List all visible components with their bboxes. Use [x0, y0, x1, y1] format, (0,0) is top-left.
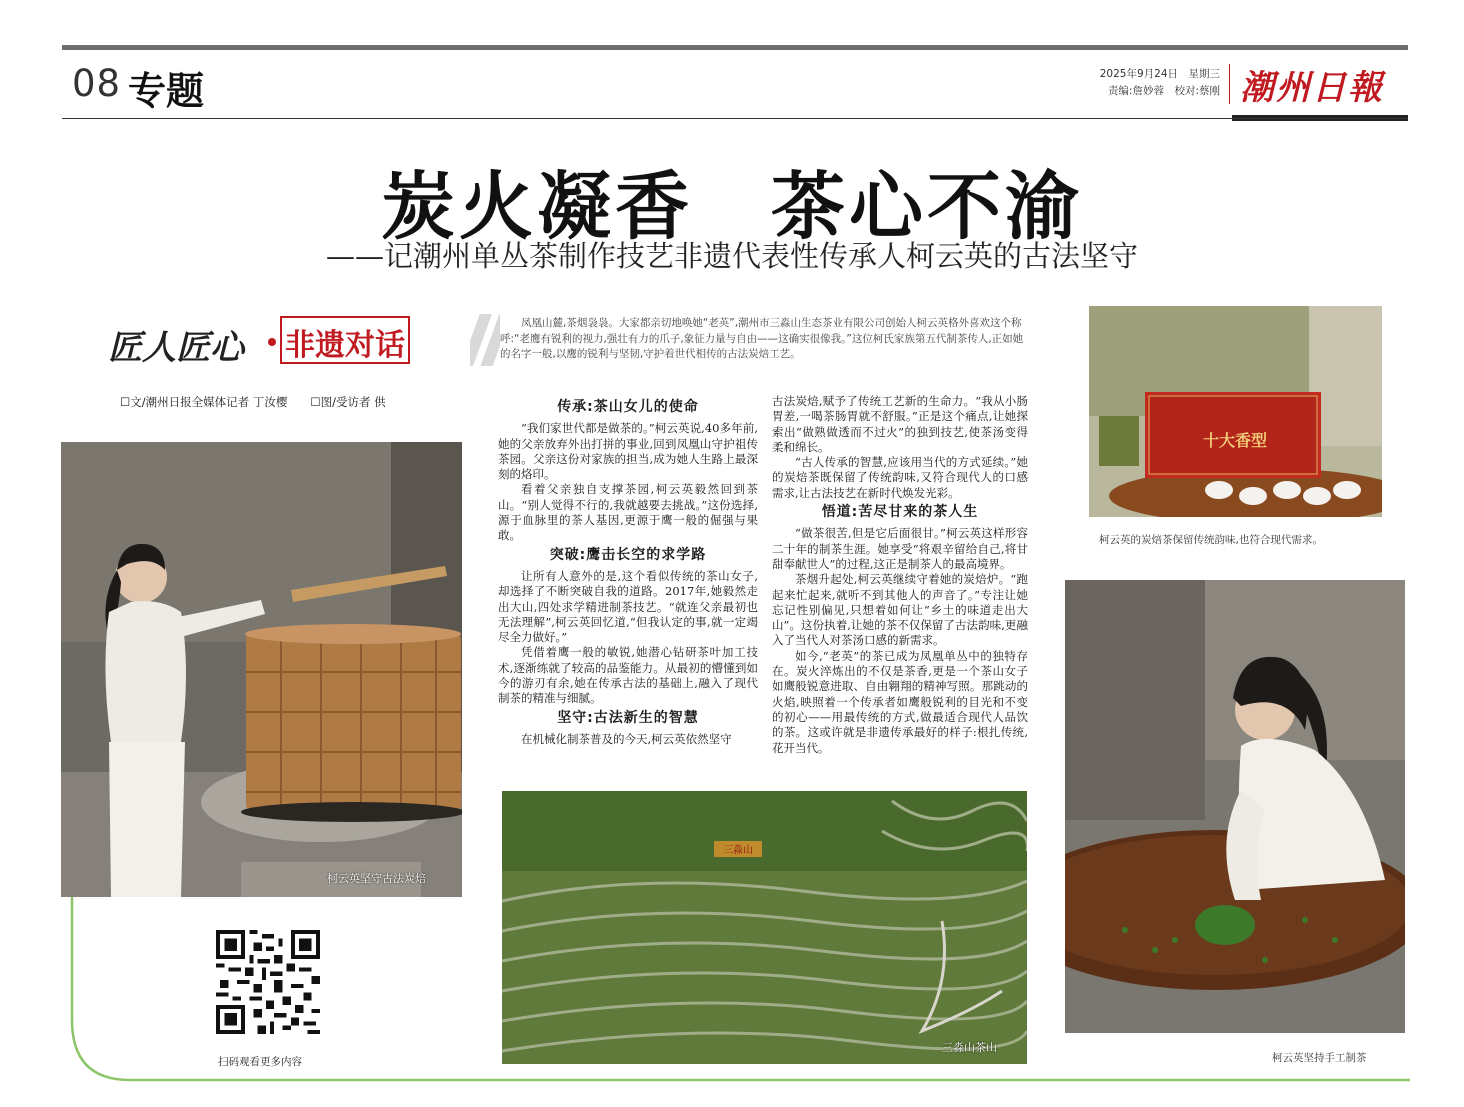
roasting-photo-caption: 柯云英坚守古法炭焙 [327, 872, 426, 885]
paragraph: 古法炭焙,赋予了传统工艺新的生命力。“我从小肠胃差,一喝茶肠胃就不舒服。”正是这个痛点,让她探索出“做熟做透而不过火”的独到技艺,使茶汤变得柔和绵长。 [772, 394, 1028, 454]
section-heading: 悟道:苦尽甘来的茶人生 [821, 504, 979, 521]
qr-code[interactable] [216, 930, 320, 1034]
qr-caption: 扫码观看更多内容 [218, 1056, 302, 1068]
issue-date: 2025年9月24日 星期三 [1099, 68, 1220, 80]
paragraph: “我们家世代都是做茶的。”柯云英说,40多年前,她的父亲放弃外出打拼的事业,回到凤凰山守护祖传茶园。父亲这份对家族的担当,成为她人生路上最深刻的烙印。 [498, 421, 758, 482]
roasting-photo [61, 442, 462, 897]
handmade-tea-photo [1065, 580, 1405, 1033]
top-rule [62, 45, 1408, 50]
section-heading: 突破:鹰击长空的求学路 [549, 546, 707, 563]
section-title: 专题 [128, 69, 205, 113]
logo-dot [268, 338, 276, 346]
paragraph: 看着父亲独自支撑茶园,柯云英毅然回到茶山。“别人觉得不行的,我就越要去挑战。”这份选择,源于血脉里的茶人基因,更源于鹰一般的倔强与果敢。 [498, 482, 758, 543]
headline: 炭火凝香 茶心不渝 [381, 164, 1083, 250]
editor-credits: 责编:詹妙蓉 校对:蔡刚 [1107, 85, 1220, 97]
section-heading: 坚守:古法新生的智慧 [557, 709, 699, 726]
header-rule [62, 118, 1408, 119]
logo-seal-text: 非遗对话 [285, 328, 405, 363]
tea-box-label: 十大香型 [1202, 431, 1268, 450]
tea-mountain-photo [502, 791, 1027, 1064]
issue-meta [1060, 66, 1220, 100]
article-column-1 [498, 396, 758, 747]
mountain-photo-caption: 三淼山茶山 [942, 1041, 997, 1054]
meta-separator [1229, 64, 1230, 104]
tea-product-photo [1089, 306, 1382, 517]
paragraph: 让所有人意外的是,这个看似传统的茶山女子,却选择了不断突破自我的道路。2017年,她毅然走出大山,四处求学精进制茶技艺。“就连父亲最初也无法理解”,柯云英回忆道,“但我认定的事,就一定竭尽全力做好。” [498, 568, 758, 645]
paragraph: “做茶很苦,但是它后面很甘。”柯云英这样形容二十年的制茶生涯。她享受“将艰辛留给自己,将甘甜奉献世人”的过程,这正是制茶人的最高境界。 [772, 526, 1028, 571]
mountain-sign-text: 三淼山 [723, 845, 753, 856]
column-logo-text: 匠人匠心 [108, 328, 244, 368]
handmade-tea-caption: 柯云英坚持手工制茶 [1272, 1052, 1367, 1064]
article-column-2 [772, 394, 1028, 756]
tea-product-caption: 柯云英的炭焙茶保留传统韵味,也符合现代需求。 [1099, 534, 1323, 546]
paragraph: 在机械化制茶普及的今天,柯云英依然坚守 [521, 731, 732, 746]
masthead-logo: 潮州日報 [1240, 68, 1384, 108]
intro-paragraph: 凤凰山麓,茶烟袅袅。大家都亲切地唤她“老英”,潮州市三淼山生态茶业有限公司创始人柯云英格外喜欢这个称呼:“老鹰有锐利的视力,强壮有力的爪子,象征力量与自由——这确实很像我。”这位柯氏家族第五代制茶传人,正如她的名字一般,以鹰的锐利与坚韧,守护着世代相传的古法炭焙工艺。 [500, 317, 1024, 360]
paragraph: “古人传承的智慧,应该用当代的方式延续。”她的炭焙茶既保留了传统韵味,又符合现代人的口感需求,让古法技艺在新时代焕发光彩。 [772, 455, 1028, 500]
subheadline: ——记潮州单丛茶制作技艺非遗代表性传承人柯云英的古法坚守 [325, 239, 1138, 273]
intro-decoration [470, 314, 500, 366]
paragraph: 茶烟升起处,柯云英继续守着她的炭焙炉。“跑起来忙起来,就听不到其他人的声音了。”专注让她忘记性别偏见,只想着如何让“乡土的味道走出大山”。这份执着,让她的茶不仅保留了古法韵味,更融入了当代人对茶汤口感的新需求。 [772, 572, 1028, 648]
bylines: ☐文/潮州日报全媒体记者 丁汝樱 ☐图/受访者 供 [120, 395, 386, 409]
section-heading: 传承:茶山女儿的使命 [557, 399, 699, 415]
paragraph: 凭借着鹰一般的敏锐,她潜心钻研茶叶加工技术,逐渐练就了较高的品鉴能力。从最初的懵懂到如今的游刃有余,她在传承古法的基础上,融入了现代制茶的精准与细腻。 [498, 645, 758, 706]
page-number: 08 [72, 62, 122, 105]
paragraph: 如今,“老英”的茶已成为凤凰单丛中的独特存在。炭火淬炼出的不仅是茶香,更是一个茶山女子如鹰般锐意进取、自由翱翔的精神写照。那跳动的火焰,映照着一个传承者如鹰般锐利的目光和不变的初心——用最传统的方式,做最适合现代人品饮的茶。这或许就是非遗传承最好的样子:根扎传统,花开当代。 [772, 648, 1028, 755]
